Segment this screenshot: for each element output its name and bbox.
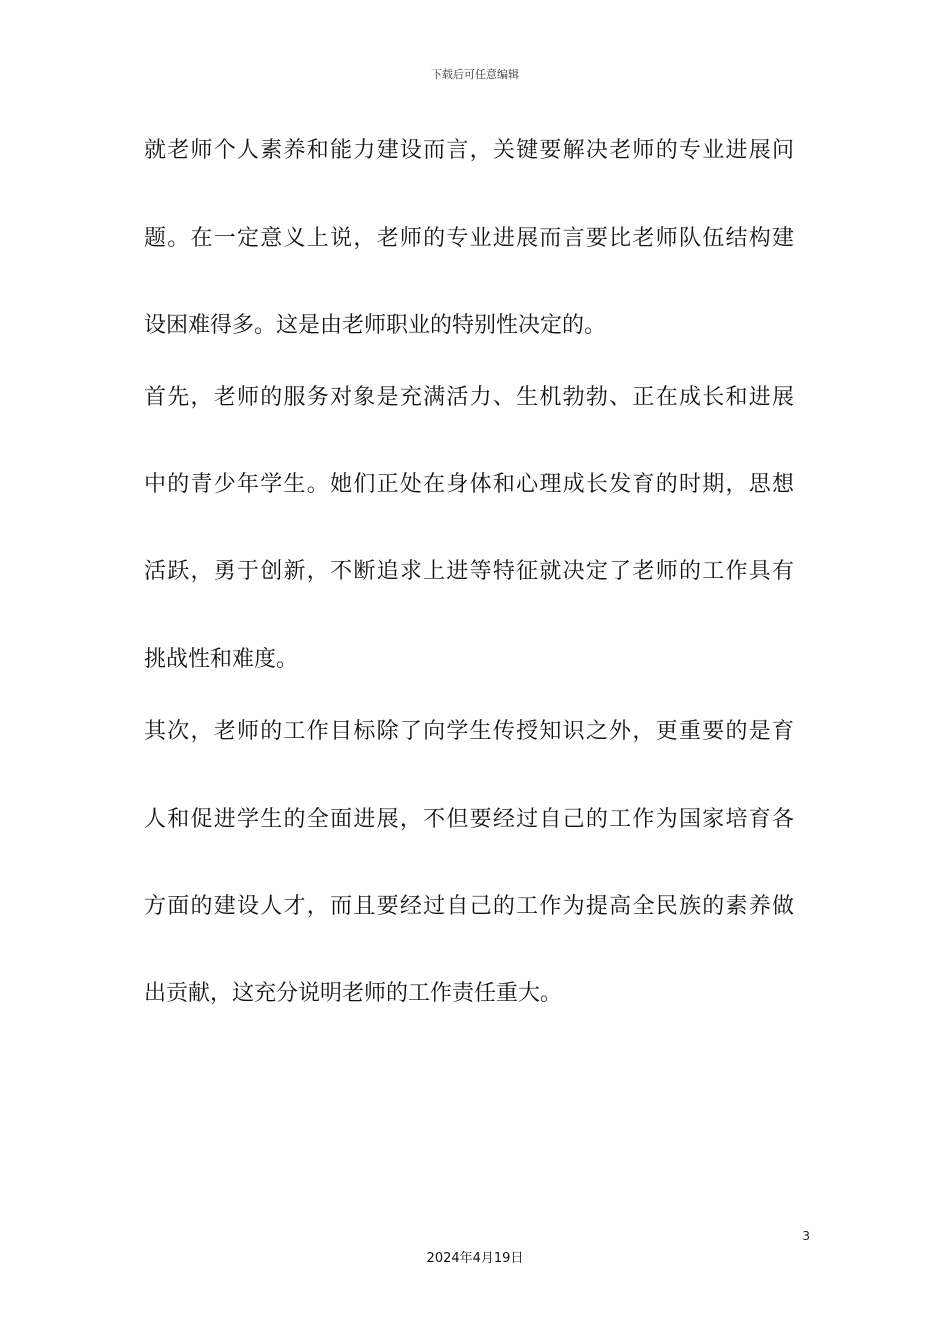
paragraph-3-line-1: 其次，老师的工作目标除了向学生传授知识之外，更重要的是育 (144, 719, 794, 744)
paragraph-2-line-4: 挑战性和难度。 (144, 647, 299, 672)
paragraph-1-line-2: 题。在一定意义上说，老师的专业进展而言要比老师队伍结构建 (144, 226, 794, 251)
paragraph-3-line-3: 方面的建设人才，而且要经过自己的工作为提高全民族的素养做 (144, 894, 794, 919)
paragraph-1-line-1: 就老师个人素养和能力建设而言，关键要解决老师的专业进展问 (144, 138, 794, 163)
paragraph-3-line-4: 出贡献，这充分说明老师的工作责任重大。 (144, 981, 563, 1006)
page-header: 下载后可任意编辑 (431, 68, 519, 81)
paragraph-2-line-3: 活跃，勇于创新，不断追求上进等特征就决定了老师的工作具有 (144, 559, 794, 584)
paragraph-2-line-2: 中的青少年学生。她们正处在身体和心理成长发育的时期，思想 (144, 472, 794, 497)
paragraph-3-line-2: 人和促进学生的全面进展，不但要经过自己的工作为国家培育各 (144, 807, 794, 832)
page-footer-date: 2024年4月19日 (426, 1251, 524, 1266)
paragraph-1-line-3: 设困难得多。这是由老师职业的特别性决定的。 (144, 313, 607, 338)
page-number: 3 (802, 1229, 810, 1243)
paragraph-2-line-1: 首先，老师的服务对象是充满活力、生机勃勃、正在成长和进展 (144, 385, 794, 410)
